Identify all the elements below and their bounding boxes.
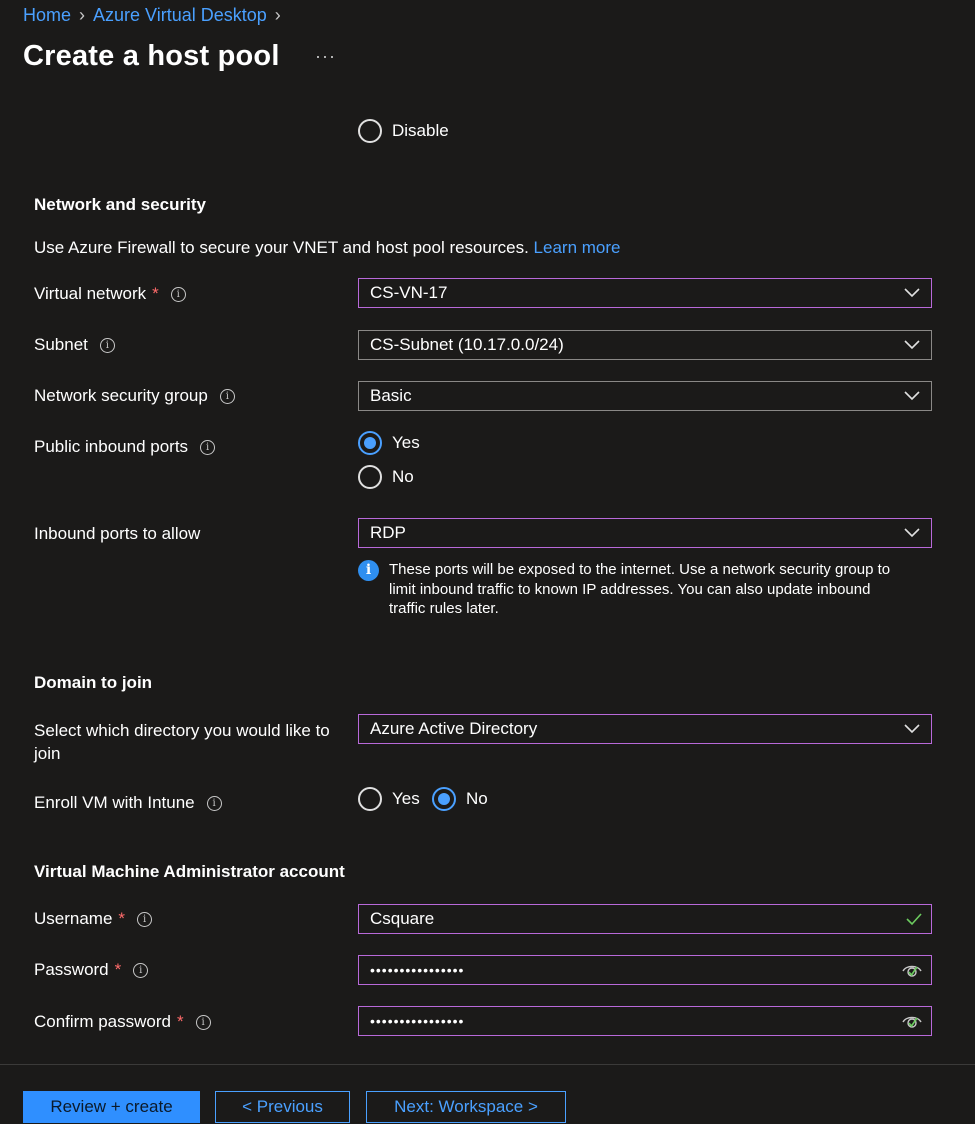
directory-value: Azure Active Directory xyxy=(370,719,538,738)
info-icon[interactable]: i xyxy=(133,963,148,978)
radio-circle xyxy=(358,787,382,811)
password-value: •••••••••••••••• xyxy=(370,962,465,978)
subnet-value: CS-Subnet (10.17.0.0/24) xyxy=(370,335,564,354)
breadcrumb xyxy=(23,5,281,26)
password-input[interactable] xyxy=(358,955,932,985)
intune-label xyxy=(34,793,222,813)
page-title: Create a host pool xyxy=(23,40,280,72)
chevron-down-icon xyxy=(903,285,921,299)
eye-icon[interactable] xyxy=(901,959,923,981)
intune-label-text: Enroll VM with Intune xyxy=(34,793,195,812)
required-marker: * xyxy=(118,909,126,928)
info-icon[interactable]: i xyxy=(200,440,215,455)
chevron-down-icon xyxy=(903,337,921,351)
nsg-label xyxy=(34,386,235,406)
info-icon[interactable]: i xyxy=(137,912,152,927)
chevron-down-icon xyxy=(903,721,921,735)
vnet-label xyxy=(34,284,186,304)
username-value: Csquare xyxy=(370,909,435,928)
chevron-down-icon xyxy=(903,525,921,539)
confirm-password-value: •••••••••••••••• xyxy=(370,1013,465,1029)
nsg-label-text: Network security group xyxy=(34,386,208,405)
chevron-down-icon xyxy=(903,388,921,402)
eye-icon[interactable] xyxy=(901,1010,923,1032)
network-description-text: Use Azure Firewall to secure your VNET and host pool resources. xyxy=(34,238,529,257)
intune-no-label: No xyxy=(466,789,488,808)
public-inbound-yes-label: Yes xyxy=(392,433,420,452)
confirm-password-label xyxy=(34,1012,211,1032)
vnet-dropdown[interactable] xyxy=(358,278,932,308)
previous-button[interactable]: < Previous xyxy=(215,1091,350,1123)
breadcrumb-avd-link[interactable]: Azure Virtual Desktop xyxy=(93,5,267,25)
nsg-dropdown[interactable] xyxy=(358,381,932,411)
network-description xyxy=(34,238,620,258)
required-marker: * xyxy=(114,960,122,979)
chevron-right-icon: › xyxy=(79,5,86,25)
confirm-password-input[interactable] xyxy=(358,1006,932,1036)
directory-label-line2: join xyxy=(34,744,61,763)
checkmark-icon xyxy=(905,911,923,927)
more-icon[interactable]: ··· xyxy=(315,46,336,66)
public-inbound-ports-label-text: Public inbound ports xyxy=(34,437,189,456)
vnet-value: CS-VN-17 xyxy=(370,283,448,302)
intune-no-radio[interactable] xyxy=(432,787,488,811)
directory-dropdown[interactable] xyxy=(358,714,932,744)
required-marker: * xyxy=(152,284,159,303)
inbound-ports-value: RDP xyxy=(370,523,406,542)
subnet-label-text: Subnet xyxy=(34,335,88,354)
network-section-heading: Network and security xyxy=(34,195,206,214)
intune-yes-label: Yes xyxy=(392,789,420,808)
public-inbound-yes-radio[interactable] xyxy=(358,431,420,455)
admin-section-heading: Virtual Machine Administrator account xyxy=(34,862,345,881)
directory-label xyxy=(34,719,330,765)
inbound-ports-label xyxy=(34,524,200,544)
directory-label-line1: Select which directory you would like to xyxy=(34,721,330,740)
info-icon[interactable]: i xyxy=(100,338,115,353)
info-icon[interactable]: i xyxy=(171,287,186,302)
username-label xyxy=(34,909,152,929)
inbound-ports-label-text: Inbound ports to allow xyxy=(34,524,201,543)
nsg-value: Basic xyxy=(370,386,412,405)
breadcrumb-home-link[interactable]: Home xyxy=(23,5,72,25)
subnet-dropdown[interactable] xyxy=(358,330,932,360)
public-inbound-no-label: No xyxy=(392,467,414,486)
info-filled-icon: i xyxy=(358,560,379,581)
confirm-password-label-text: Confirm password xyxy=(34,1012,171,1031)
domain-section-heading: Domain to join xyxy=(34,673,153,692)
radio-circle xyxy=(358,465,382,489)
username-label-text: Username xyxy=(34,909,113,928)
password-label xyxy=(34,960,148,980)
chevron-right-icon: › xyxy=(274,5,281,25)
radio-circle xyxy=(358,119,382,143)
vnet-label-text: Virtual network xyxy=(34,284,147,303)
required-marker: * xyxy=(177,1012,184,1031)
disable-radio-label: Disable xyxy=(392,121,449,140)
inbound-ports-info-text: These ports will be exposed to the internet. Use a network security group to limit inbound traffic to known IP addresses. You can also update inbound traffic rules later. xyxy=(389,561,891,617)
password-label-text: Password xyxy=(34,960,109,979)
next-workspace-button[interactable]: Next: Workspace > xyxy=(366,1091,566,1123)
public-inbound-ports-label xyxy=(34,437,215,457)
intune-yes-radio[interactable] xyxy=(358,787,420,811)
subnet-label xyxy=(34,335,115,355)
public-inbound-no-radio[interactable] xyxy=(358,465,414,489)
username-input[interactable] xyxy=(358,904,932,934)
info-icon[interactable]: i xyxy=(196,1015,211,1030)
radio-circle-selected xyxy=(358,431,382,455)
inbound-ports-info-message xyxy=(358,560,918,619)
info-icon[interactable]: i xyxy=(220,389,235,404)
inbound-ports-dropdown[interactable] xyxy=(358,518,932,548)
disable-radio[interactable] xyxy=(358,119,449,143)
learn-more-link[interactable]: Learn more xyxy=(533,238,621,257)
radio-circle-selected xyxy=(432,787,456,811)
info-icon[interactable]: i xyxy=(207,796,222,811)
footer-divider xyxy=(0,1064,975,1065)
review-create-button[interactable]: Review + create xyxy=(23,1091,200,1123)
